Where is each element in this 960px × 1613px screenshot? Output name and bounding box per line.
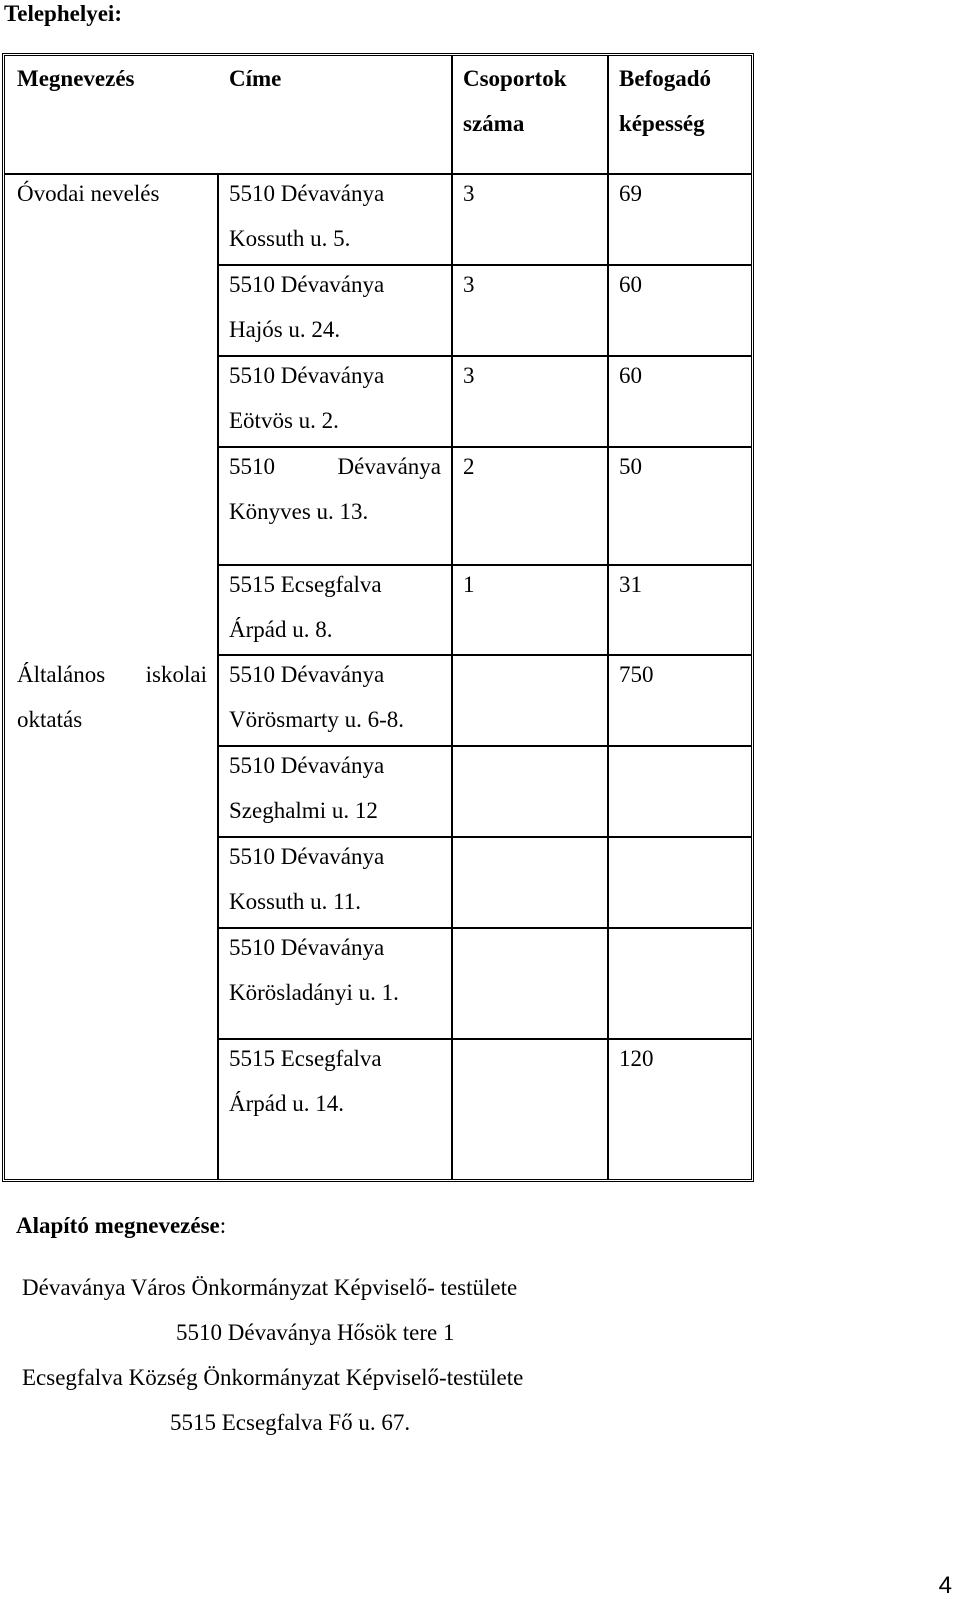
capacity-value: 50 xyxy=(619,454,642,479)
address-line2: Kossuth u. 11. xyxy=(229,889,362,914)
founder-line: Ecsegfalva Község Önkormányzat Képviselő-testülete xyxy=(22,1365,524,1390)
groups-count: 3 xyxy=(463,272,475,297)
groups-count: 3 xyxy=(463,181,475,206)
address-line1: 5510 Dévaványa xyxy=(229,935,385,960)
page-number: 4 xyxy=(938,1572,952,1599)
category-school-line2: oktatás xyxy=(17,707,83,732)
header-capacity-line2: képesség xyxy=(619,111,705,136)
header-name: Megnevezés xyxy=(17,66,135,91)
address-line2: Árpád u. 8. xyxy=(229,617,333,642)
capacity-value: 60 xyxy=(619,272,642,297)
column-divider xyxy=(451,56,453,1179)
column-divider xyxy=(607,56,609,1179)
address-line2: Kossuth u. 5. xyxy=(229,226,351,251)
page-title: Telephelyei: xyxy=(4,1,122,26)
address-line1: 5510 Dévaványa xyxy=(229,662,385,687)
address-line1: 5510 Dévaványa xyxy=(229,844,385,869)
address-town: Dévaványa xyxy=(337,454,441,479)
address-line1: 5515 Ecsegfalva xyxy=(229,1046,382,1071)
address-postcode: 5510 xyxy=(229,454,275,479)
founder-heading-colon: : xyxy=(219,1213,227,1238)
sites-table xyxy=(2,53,754,1182)
founder-heading xyxy=(16,1212,226,1240)
header-groups-line1: Csoportok xyxy=(463,66,567,91)
category-school-word1: Általános xyxy=(17,662,106,687)
header-capacity-line1: Befogadó xyxy=(619,66,711,91)
groups-count: 3 xyxy=(463,363,475,388)
address-line2: Eötvös u. 2. xyxy=(229,408,339,433)
capacity-value: 60 xyxy=(619,363,642,388)
address-line1: 5510 Dévaványa xyxy=(229,753,385,778)
founder-line: 5510 Dévaványa Hősök tere 1 xyxy=(176,1320,455,1345)
address-line2: Vörösmarty u. 6-8. xyxy=(229,707,405,732)
capacity-value: 120 xyxy=(619,1046,654,1071)
address-line2: Körösladányi u. 1. xyxy=(229,980,399,1005)
founder-heading-label: Alapító megnevezése xyxy=(16,1213,220,1238)
category-preschool: Óvodai nevelés xyxy=(17,181,160,206)
header-groups-line2: száma xyxy=(463,111,525,136)
address-line1: 5515 Ecsegfalva xyxy=(229,572,382,597)
address-line2: Könyves u. 13. xyxy=(229,499,369,524)
address-line1: 5510 Dévaványa xyxy=(229,181,385,206)
category-school-word2: iskolai xyxy=(145,662,207,687)
founder-line: Dévaványa Város Önkormányzat Képviselő- testülete xyxy=(22,1275,518,1300)
groups-count: 2 xyxy=(463,454,475,479)
founder-line: 5515 Ecsegfalva Fő u. 67. xyxy=(170,1410,411,1435)
capacity-value: 69 xyxy=(619,181,642,206)
address-line2: Szeghalmi u. 12 xyxy=(229,798,378,823)
header-address: Címe xyxy=(229,66,282,91)
address-line1: 5510 Dévaványa xyxy=(229,272,385,297)
groups-count: 1 xyxy=(463,572,475,597)
column-divider xyxy=(217,173,219,1180)
address-line1 xyxy=(229,444,441,490)
address-line1: 5510 Dévaványa xyxy=(229,363,385,388)
capacity-value: 750 xyxy=(619,662,654,687)
capacity-value: 31 xyxy=(619,572,642,597)
category-school-line1 xyxy=(17,652,207,698)
address-line2: Árpád u. 14. xyxy=(229,1091,344,1116)
address-line2: Hajós u. 24. xyxy=(229,317,341,342)
